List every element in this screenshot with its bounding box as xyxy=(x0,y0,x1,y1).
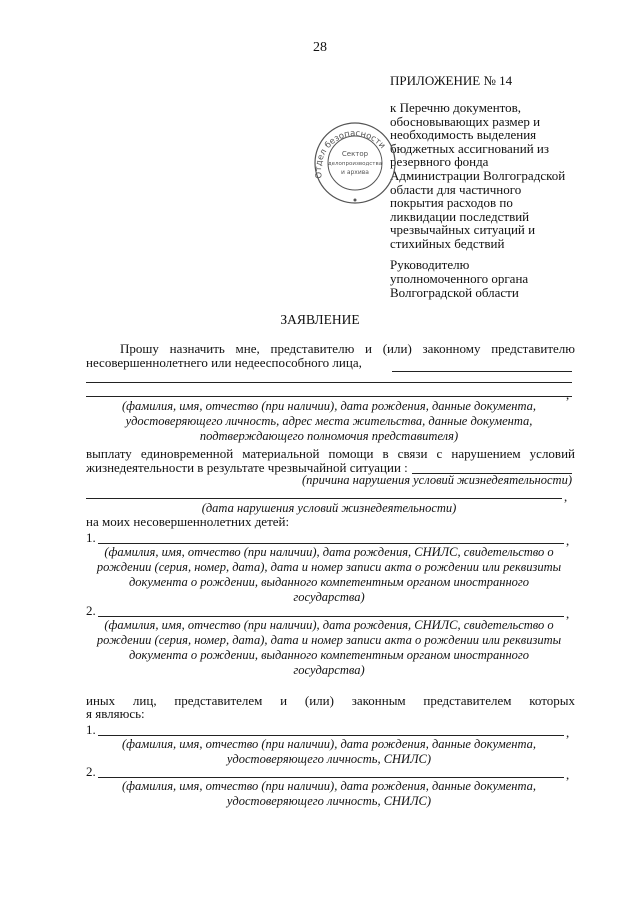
appendix-line: ликвидации последствий xyxy=(390,208,530,224)
other-2-field-line[interactable] xyxy=(98,777,564,778)
document-title: ЗАЯВЛЕНИЕ xyxy=(280,312,360,327)
other-1-field-line[interactable] xyxy=(98,735,564,736)
stamp-inner-text: делопроизводства xyxy=(327,161,383,167)
comma: , xyxy=(566,606,570,621)
stamp-inner-text: Сектор xyxy=(341,150,369,158)
intro-line-2: несовершеннолетнего или недееспособного лица, xyxy=(86,355,362,370)
others-line-1: иных лиц, представителем и (или) законным представителем которых xyxy=(86,693,575,708)
appendix-line: резервного фонда xyxy=(390,154,489,170)
reason-hint: (причина нарушения условий жизнедеятельности) xyxy=(301,473,572,487)
appendix-description xyxy=(390,101,565,251)
hint-line: рождении (серия, номер, дата), дата и номер записи акта о рождении или реквизиты xyxy=(96,560,562,574)
addressee-line: уполномоченного органа xyxy=(390,271,529,286)
appendix-line: чрезвычайных ситуаций и xyxy=(390,222,536,238)
appendix-line: Администрации Волгоградской xyxy=(390,167,566,183)
appendix-line: необходимость выделения xyxy=(390,127,537,143)
child-2-field-line[interactable] xyxy=(98,616,564,617)
hint-line: (фамилия, имя, отчество (при наличии), дата рождения, СНИЛС, свидетельство о xyxy=(104,618,554,632)
child-2-number: 2. xyxy=(86,603,96,618)
comma: , xyxy=(566,387,570,402)
appendix-line: обосновывающих размер и xyxy=(390,113,541,129)
applicant-field-line[interactable] xyxy=(86,382,572,383)
applicant-field-line[interactable] xyxy=(392,371,572,372)
intro-line-1: Прошу назначить мне, представителю и (или) законному представителю xyxy=(120,341,575,356)
appendix-line: области для частичного xyxy=(390,181,522,197)
addressee-block xyxy=(390,258,528,300)
addressee-line: Волгоградской области xyxy=(390,285,519,300)
applicant-field-line[interactable] xyxy=(86,396,572,397)
hint-line: государства) xyxy=(293,590,365,604)
hint-line: (фамилия, имя, отчество (при наличии), дата рождения, данные документа, xyxy=(122,737,536,751)
child-1-number: 1. xyxy=(86,530,96,545)
comma: , xyxy=(566,767,570,782)
other-2-number: 2. xyxy=(86,764,96,779)
appendix-line: бюджетных ассигнований из xyxy=(390,140,549,156)
child-2-hint xyxy=(86,618,572,678)
child-1-hint xyxy=(86,545,572,605)
hint-line: (фамилия, имя, отчество (при наличии), дата рождения, данные документа, xyxy=(122,399,536,413)
hint-line: удостоверяющего личность, СНИЛС) xyxy=(226,794,432,808)
payment-line-1: выплату единовременной материальной помощи в связи с нарушением условий xyxy=(86,446,575,461)
hint-line: документа о рождении, выданного компетентным органом иностранного xyxy=(128,575,530,589)
page-number: 28 xyxy=(313,40,327,55)
payment-line-2: жизнедеятельности в результате чрезвычайной ситуации : xyxy=(86,460,408,475)
comma: , xyxy=(564,489,568,504)
addressee-line: Руководителю xyxy=(390,257,470,272)
children-heading: на моих несовершеннолетних детей: xyxy=(86,514,290,529)
hint-line: подтверждающего полномочия представителя) xyxy=(199,429,459,443)
applicant-hint xyxy=(86,399,572,444)
date-hint: (дата нарушения условий жизнедеятельности) xyxy=(201,501,457,515)
hint-line: удостоверяющего личность, адрес места жительства, данные документа, xyxy=(125,414,533,428)
hint-line: рождении (серия, номер, дата), дата и номер записи акта о рождении или реквизиты xyxy=(96,633,562,647)
appendix-line: к Перечню документов, xyxy=(390,100,522,115)
hint-line: (фамилия, имя, отчество (при наличии), дата рождения, данные документа, xyxy=(122,779,536,793)
appendix-line: стихийных бедствий xyxy=(390,235,505,251)
stamp-inner-text: и архива xyxy=(341,169,369,176)
date-field-line[interactable] xyxy=(86,498,562,499)
stamp-ring-text: Отдел безопасности xyxy=(313,128,388,180)
other-1-number: 1. xyxy=(86,722,96,737)
stamp-dot xyxy=(354,199,357,202)
child-1-field-line[interactable] xyxy=(98,543,564,544)
hint-line: (фамилия, имя, отчество (при наличии), дата рождения, СНИЛС, свидетельство о xyxy=(104,545,554,559)
appendix-line: покрытия расходов по xyxy=(390,195,513,211)
comma: , xyxy=(566,725,570,740)
office-stamp xyxy=(310,118,400,208)
hint-line: удостоверяющего личность, СНИЛС) xyxy=(226,752,432,766)
other-2-hint xyxy=(86,779,572,809)
hint-line: государства) xyxy=(293,663,365,677)
other-1-hint xyxy=(86,737,572,767)
appendix-title: ПРИЛОЖЕНИЕ № 14 xyxy=(390,73,513,88)
hint-line: документа о рождении, выданного компетентным органом иностранного xyxy=(128,648,530,662)
comma: , xyxy=(566,533,570,548)
others-line-2: я являюсь: xyxy=(86,706,145,721)
